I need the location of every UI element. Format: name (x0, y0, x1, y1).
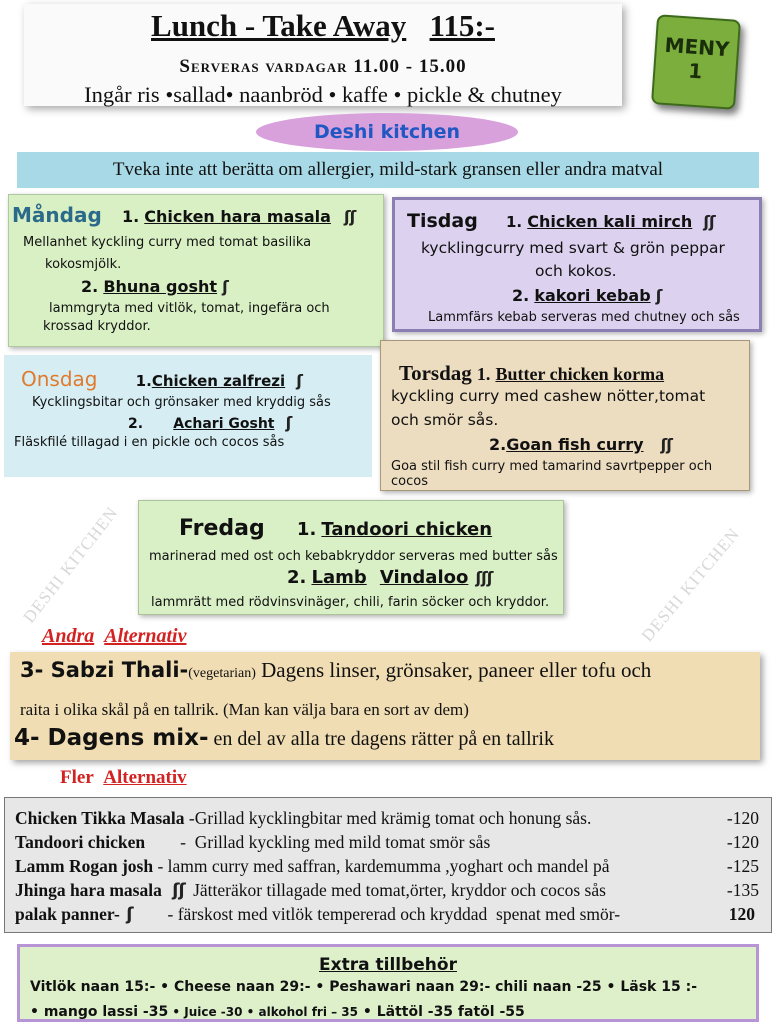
item-description: - lamm curry med saffran, kardemumma ,yoghart och mandel på (153, 856, 610, 876)
thali-title: 3- Sabzi Thali- (20, 658, 189, 682)
chili-icon: ʃ (296, 371, 302, 390)
dish-number: 1. (476, 364, 491, 384)
chili-icon: ʃ (655, 286, 662, 305)
dish-name: Goan fish curry (506, 435, 644, 454)
item-name: Chicken Tikka Masala (15, 808, 185, 828)
dish-description: Kycklingsbitar och grönsaker med kryddig sås (32, 395, 331, 410)
page-title (24, 8, 622, 44)
other-options-heading (42, 625, 186, 648)
day-name: Fredag (179, 516, 265, 541)
dish-description: krossad kryddor. (43, 319, 151, 334)
dish-description: marinerad med ost och kebabkryddor serveras med butter sås (149, 549, 558, 564)
dish-description: Mellanhet kyckling curry med tomat basilika (23, 235, 312, 250)
list-item (15, 808, 591, 829)
item-price: -120 (726, 832, 759, 852)
day-box-torsdag (380, 340, 750, 491)
item-name: palak panner- (15, 904, 120, 924)
item-description: Jätteräkor tillagade med tomat,örter, kryddor och cocos sås (188, 880, 606, 900)
dish-description: Fläskfilé tillagad i en pickle och cocos sås (14, 435, 285, 450)
menu-badge (651, 14, 741, 110)
extras-line (30, 1001, 525, 1020)
day-name: Onsdag (21, 367, 98, 391)
title-text: Lunch - Take Away (151, 8, 407, 43)
dish-description: Lammfärs kebab serveras med chutney och sås (428, 310, 740, 325)
title-price: 115:- (429, 8, 495, 43)
menu-badge-number: 1 (687, 58, 704, 84)
dish-description: lammgryta med vitlök, tomat, ingefära och (49, 301, 330, 316)
day-name: Torsdag (399, 361, 472, 385)
dish-number: 2. (81, 277, 99, 296)
thali-veg: (vegetarian) (188, 666, 256, 681)
dish-name: kakori kebab (534, 286, 651, 305)
thali-box (10, 652, 760, 760)
extras-title: Extra tillbehör (319, 955, 457, 975)
day-name: Måndag (12, 203, 102, 227)
item-description: - Grillad kyckling med mild tomat smör sås (145, 832, 491, 852)
thali-line (20, 658, 651, 683)
heading-word: Andra (42, 625, 95, 647)
dish-name: Chicken zalfrezi (151, 372, 286, 390)
dish-name: Lamb (311, 567, 367, 588)
dish-number: 2. (128, 416, 144, 432)
heading-word: Alternativ (104, 625, 187, 647)
day-row (407, 210, 715, 232)
list-item (15, 904, 620, 925)
day-row (399, 361, 664, 386)
item-price: -135 (726, 880, 759, 900)
dish-name: Tandoori chicken (321, 519, 493, 540)
mix-title: 4- Dagens mix- (14, 725, 209, 751)
mix-line (14, 725, 554, 751)
watermark: DESHI KITCHEN (19, 502, 122, 627)
dish-number: 2. (287, 567, 307, 588)
extra-item: • mango lassi -35 (30, 1004, 169, 1020)
extra-item: • alkohol fri – 35 (242, 1005, 359, 1019)
dish-name: Chicken hara masala (144, 207, 331, 226)
chili-icon: ʃʃ (703, 212, 715, 231)
item-description: - färskost med vitlök tempererad och kryddad spenat med smör- (132, 904, 621, 924)
included-items: Ingår ris •sallad• naanbröd • kaffe • pickle & chutney (84, 82, 562, 107)
chili-icon: ʃʃʃ (475, 568, 493, 587)
dish-description: kycklingcurry med svart & grön peppar (421, 239, 725, 257)
dish-name: Butter chicken korma (495, 364, 665, 384)
chili-icon: ʃʃ (660, 435, 672, 454)
opening-hours: Serveras vardagar 11.00 - 15.00 (179, 56, 467, 77)
day-row (21, 367, 302, 391)
thali-text: Dagens linser, grönsaker, paneer eller tofu och (255, 658, 652, 682)
extras-box (17, 944, 759, 1022)
dish-number: 1. (135, 372, 152, 390)
dish-row (81, 277, 228, 296)
dish-row (128, 413, 291, 432)
item-price: -125 (726, 856, 759, 876)
header-box (24, 4, 622, 106)
more-options-heading (60, 767, 187, 789)
heading-word: Alternativ (103, 767, 187, 788)
watermark: DESHI KITCHEN (637, 524, 744, 646)
dish-number: 2. (489, 435, 507, 454)
heading-word: Fler (60, 767, 94, 788)
day-box-fredag (138, 500, 564, 615)
dish-name: Achari Gosht (173, 416, 275, 432)
list-item (15, 880, 606, 901)
extras-line: Vitlök naan 15:- • Cheese naan 29:- • Peshawari naan 29:- chili naan -25 • Läsk 15 :- (30, 979, 698, 995)
day-row (12, 203, 355, 227)
item-name: Tandoori chicken (15, 832, 146, 852)
item-price: 120 (728, 904, 755, 924)
item-name: Lamm Rogan josh (15, 856, 154, 876)
item-description: -Grillad kycklingbitar med krämig tomat och honung sås. (184, 808, 592, 828)
day-name: Tisdag (407, 210, 478, 232)
chili-icon: ʃ (222, 277, 228, 296)
dish-number: 2. (512, 286, 530, 305)
dish-description: och smör sås. (391, 411, 499, 429)
item-name: Jhinga hara masala (15, 880, 162, 900)
menu-badge-label: MENY (663, 32, 731, 62)
day-row (179, 516, 492, 541)
dish-row (287, 567, 492, 588)
extra-item: • Lättöl -35 fatöl -55 (358, 1004, 525, 1020)
dish-description: och kokos. (535, 262, 617, 280)
allergy-note: Tveka inte att berätta om allergier, mild-stark gransen eller andra matval (17, 152, 759, 188)
dish-description: kokosmjölk. (45, 257, 122, 272)
dish-description: kyckling curry med cashew nötter,tomat (391, 387, 706, 405)
chili-icon: ʃʃ (172, 881, 185, 901)
alternatives-table (4, 797, 772, 933)
restaurant-name: Deshi kitchen (256, 113, 518, 151)
dish-name: Vindaloo (379, 567, 469, 588)
dish-number: 1. (506, 213, 523, 231)
dish-description: lammrätt med rödvinsvinäger, chili, farin söcker och kryddor. (151, 595, 550, 610)
mix-text: en del av alla tre dagens rätter på en tallrik (208, 728, 554, 750)
chili-icon: ʃ (126, 905, 133, 925)
chili-icon: ʃʃ (344, 207, 356, 226)
dish-row (512, 286, 661, 305)
list-item (15, 856, 610, 877)
list-item (15, 832, 490, 853)
dish-row (489, 435, 672, 454)
day-box-onsdag (4, 355, 372, 477)
day-box-tisdag (392, 197, 762, 332)
chili-icon: ʃ (285, 413, 292, 432)
dish-name: Bhuna gosht (103, 277, 218, 296)
dish-number: 1. (296, 519, 317, 540)
dish-number: 1. (121, 207, 140, 226)
extra-item: • Juice -30 (168, 1005, 243, 1019)
day-box-mandag (8, 194, 384, 347)
thali-text: raita i olika skål på en tallrik. (Man kan välja bara en sort av dem) (20, 700, 469, 719)
dish-description: Goa stil fish curry med tamarind savrtpepper och cocos (391, 459, 713, 489)
item-price: -120 (726, 808, 759, 828)
dish-name: Chicken kali mirch (527, 212, 693, 231)
